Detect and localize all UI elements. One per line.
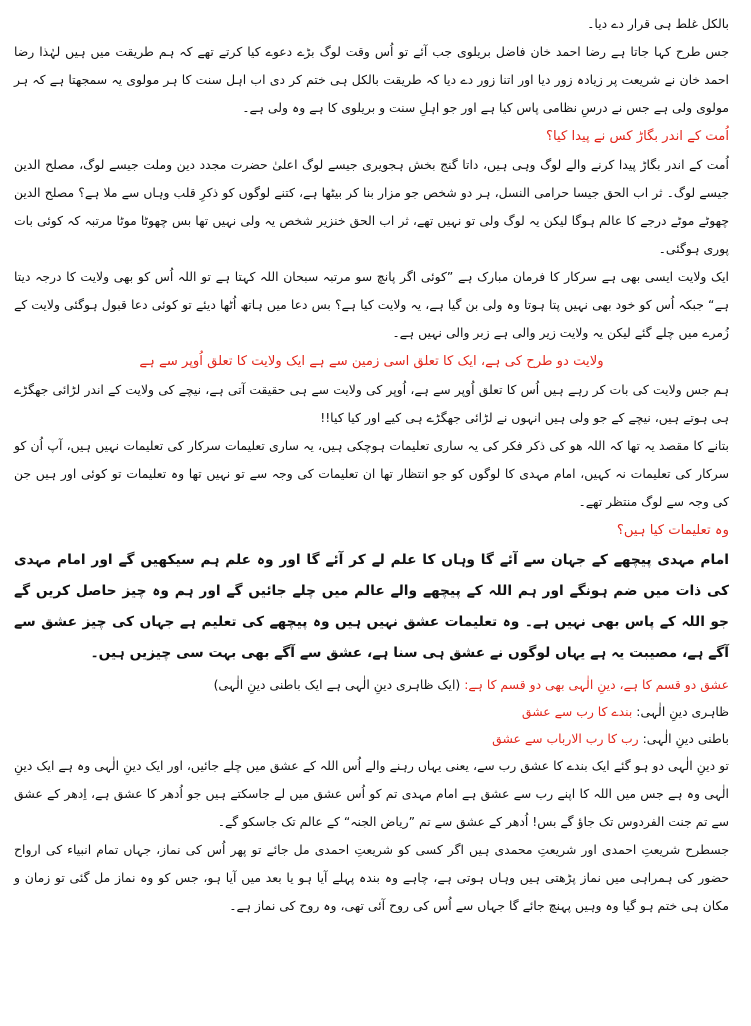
paragraph-deen-ilahi-do: تو دینِ الٰہی دو ہو گئے ایک بندے کا عشق رب سے، یعنی یہاں رہنے والے اُس اللہ کے عشق میں چلے جائیں، اور ایک دینِ الٰہی وہ ہے ایک دینِ الٰہی وہ ہے جس میں اللہ کا اپنے رب سے عشق ہے امام مہدی تم کو اُس عشق میں لے جاسکتے ہیں جو اُدھر کا عشق ہے، اِدھر کے عشق سے تم جنت الفردوس تک جاؤ گے بس! اُدھر کے عشق سے تم ”ریاض الجنہ“ کے عالم تک جاسکو گے۔: [14, 758, 729, 829]
intro-fragment: بالکل غلط ہی قرار دے دیا۔: [587, 16, 729, 31]
heading-ummat-bigaar: اُمت کے اندر بگاڑ کس نے پیدا کیا؟: [546, 129, 729, 144]
line-zahiri-deen: [14, 698, 729, 725]
heading-taleemat-kya-hain: وہ تعلیمات کیا ہیں؟: [616, 523, 729, 538]
line-batini-deen: [14, 725, 729, 752]
ishq-do-qism-note: (ایک ظاہری دینِ الٰہی ہے ایک باطنی دینِ الٰہی): [213, 677, 461, 692]
heading-wilayat-two-kinds: ولایت دو طرح کی ہے، ایک کا تعلق اسی زمین سے ہے ایک ولایت کا تعلق اُوپر سے ہے: [139, 354, 604, 369]
zahiri-deen-value: بندے کا رب سے عشق: [521, 704, 633, 719]
batini-deen-label: باطنی دینِ الٰہی:: [642, 731, 729, 746]
batini-deen-value: رب کا رب الارباب سے عشق: [492, 731, 639, 746]
paragraph-shariat-ahmadi: جسطرح شریعتِ احمدی اور شریعتِ محمدی ہیں اگر کسی کو شریعتِ احمدی مل جائے تو پھر اُس کی نماز، جہاں تمام انبیاء کی ارواح حضور کی ہمراہی میں نماز پڑھتی ہیں وہاں ہوتی ہے، چاہے وہ بندہ پہلے آیا ہو یا بعد میں آیا ہو، جس کو وہ نماز مل گئی تو زمان و مکان ہی ختم ہو گیا وہ وہیں پہنچ جائے گا جہاں سے اُس کی روح آئی تھی، وہ روح کی نماز ہے۔: [14, 842, 729, 913]
paragraph-upper-wilayat: ہم جس ولایت کی بات کر رہے ہیں اُس کا تعلق اُوپر سے ہے، اُوپر کی ولایت سے ہی حقیقت آتی ہے، نیچے کی ولایت کے اندر لڑائی جھگڑے ہی ہوتے ہیں، نیچے کے جو ولی ہیں انہوں نے لڑائی جھگڑے ہی کیے اور کیا کیا!!: [14, 382, 729, 425]
zahiri-deen-label: ظاہری دینِ الٰہی:: [636, 704, 729, 719]
paragraph-wilayat-type: ایک ولایت ایسی بھی ہے سرکار کا فرمان مبارک ہے ”کوئی اگر پانچ سو مرتبہ سبحان اللہ کہتا ہے تو اللہ اُس کو بھی ولایت کا درجہ دیتا ہے“ جبکہ اُس کو خود بھی نہیں پتا ہوتا وہ ولی بن گیا ہے، یہ ولایت کیا ہے؟ بس دعا میں ہاتھ اُٹھا دیئے تو کوئی دعا قبول ہوگئی ولایت کے زُمرے میں چلے گئے لیکن یہ ولایت زیر والی ہے زبر والی نہیں ہے۔: [14, 269, 729, 340]
paragraph-purpose: بتانے کا مقصد یہ تھا کہ اللہ ھو کی ذکر فکر کی یہ ساری تعلیمات ہوچکی ہیں، یہ ساری تعلیمات سرکار کی تعلیمات نہیں ہیں، آپ اُن کو سرکار کی تعلیمات نہ کہیں، امام مہدی کا لوگوں کو جو انتظار تھا ان تعلیمات کی وجہ سے تو نہیں تھا وہ تعلیمات تو کوئی اور ہیں جن کی وجہ سے لوگ منتظر تھے۔: [14, 438, 729, 509]
paragraph-imam-mahdi-bold: امام مہدی پیچھے کے جہان سے آئے گا وہاں کا علم لے کر آئے گا اور وہ علم ہم سیکھیں گے اور امام مہدی کی ذات میں ضم ہونگے اور ہم اللہ کے پیچھے والے عالم میں چلے جائیں گے اور ہم وہ چیز حاصل کریں گے جو اللہ کے پاس بھی نہیں ہے۔ وہ تعلیمات عشق نہیں ہیں وہ پیچھے کی تعلیم ہے جہاں کی چیز عشق سے آگے ہے، مصیبت یہ ہے یہاں لوگوں نے عشق ہی سنا ہے، عشق سے آگے بھی بہت سی چیزیں ہیں۔: [14, 552, 729, 661]
line-ishq-do-qism: [14, 671, 729, 698]
paragraph-bigaar-people: اُمت کے اندر بگاڑ پیدا کرنے والے لوگ وہی ہیں، داتا گنج بخش ہجویری جیسے لوگ اعلیٰ حضرت مجدد دین وملت جیسے لوگ، مصلح الدین جیسے لوگ۔ ثر اب الحق جیسا حرامی النسل، ہر دو شخص جو مزار بنا کر بیٹھا ہے، کتنے لوگوں کو ذکرِ قلب وہاں سے ملا ہے؟ مصلح الدین چھوٹے موٹے درجے کا عالم ہوگا لیکن یہ لوگ ولی تو نہیں تھے، ثر اب الحق خنزیر شخص یہ ولی نہیں تھا بس چھوٹا موٹا مرتبہ کہ کوئی بات پوری ہوگئی۔: [14, 157, 729, 256]
paragraph-raza-ahmad-khan: جس طرح کہا جاتا ہے رضا احمد خان فاضل بریلوی جب آئے تو اُس وقت لوگ بڑے دعوے کیا کرتے تھے کہ ہم طریقت میں ہیں لہٰذا رضا احمد خان نے شریعت پر زیادہ زور دیا اور اتنا زور دے دیا کہ طریقت بالکل ہی ختم کر دی اب اہل سنت کا ہر مولوی یہ سمجھتا ہے کہ ہر مولوی ولی ہے جس نے درسِ نظامی پاس کیا ہے اور جو اہلِ سنت و بریلوی کا ہے وہ ولی ہے۔: [14, 44, 729, 115]
ishq-do-qism-label: عشق دو قسم کا ہے، دینِ الٰہی بھی دو قسم کا ہے:: [464, 677, 729, 692]
